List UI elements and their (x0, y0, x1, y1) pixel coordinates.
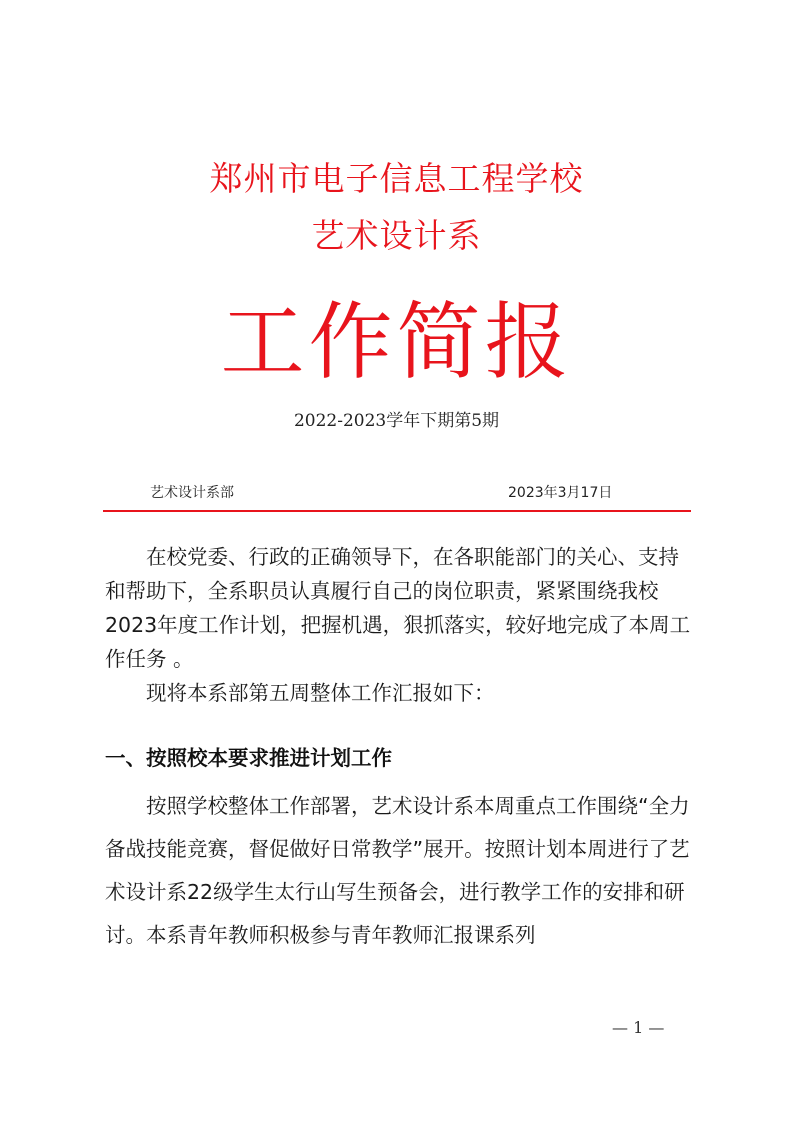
red-divider-line (103, 510, 691, 512)
summary-paragraph: 现将本系部第五周整体工作汇报如下： (146, 681, 495, 705)
intro-section (105, 540, 695, 710)
report-title: 工作简报 (220, 293, 573, 391)
intro-paragraph: 在校党委、行政的正确领导下，在各职能部门的关心、支持和帮助下，全系职员认真履行自己的岗位职责，紧紧围绕我校2023年度工作计划，把握机遇，狠抓落实，较好地完成了本周工作任务 。 (105, 545, 691, 671)
department-name: 艺术设计系 (311, 216, 482, 255)
page-number: — 1 — (612, 1018, 665, 1037)
issue-date: 2023年3月17日 (508, 485, 613, 501)
section-1-body (105, 785, 695, 957)
section-1-paragraph: 按照学校整体工作部署，艺术设计系本周重点工作围绕“全力备战技能竞赛，督促做好日常教学”展开。按照计划本周进行了艺术设计系22级学生太行山写生预备会，进行教学工作的安排和研讨。本系青年教师积极参与青年教师汇报课系列 (105, 794, 690, 947)
issue-line: 2022-2023学年下期第5期 (293, 411, 500, 431)
issuer-label: 艺术设计系部 (150, 485, 234, 501)
section-1-heading: 一、按照校本要求推进计划工作 (105, 746, 392, 770)
school-name: 郑州市电子信息工程学校 (209, 159, 584, 198)
